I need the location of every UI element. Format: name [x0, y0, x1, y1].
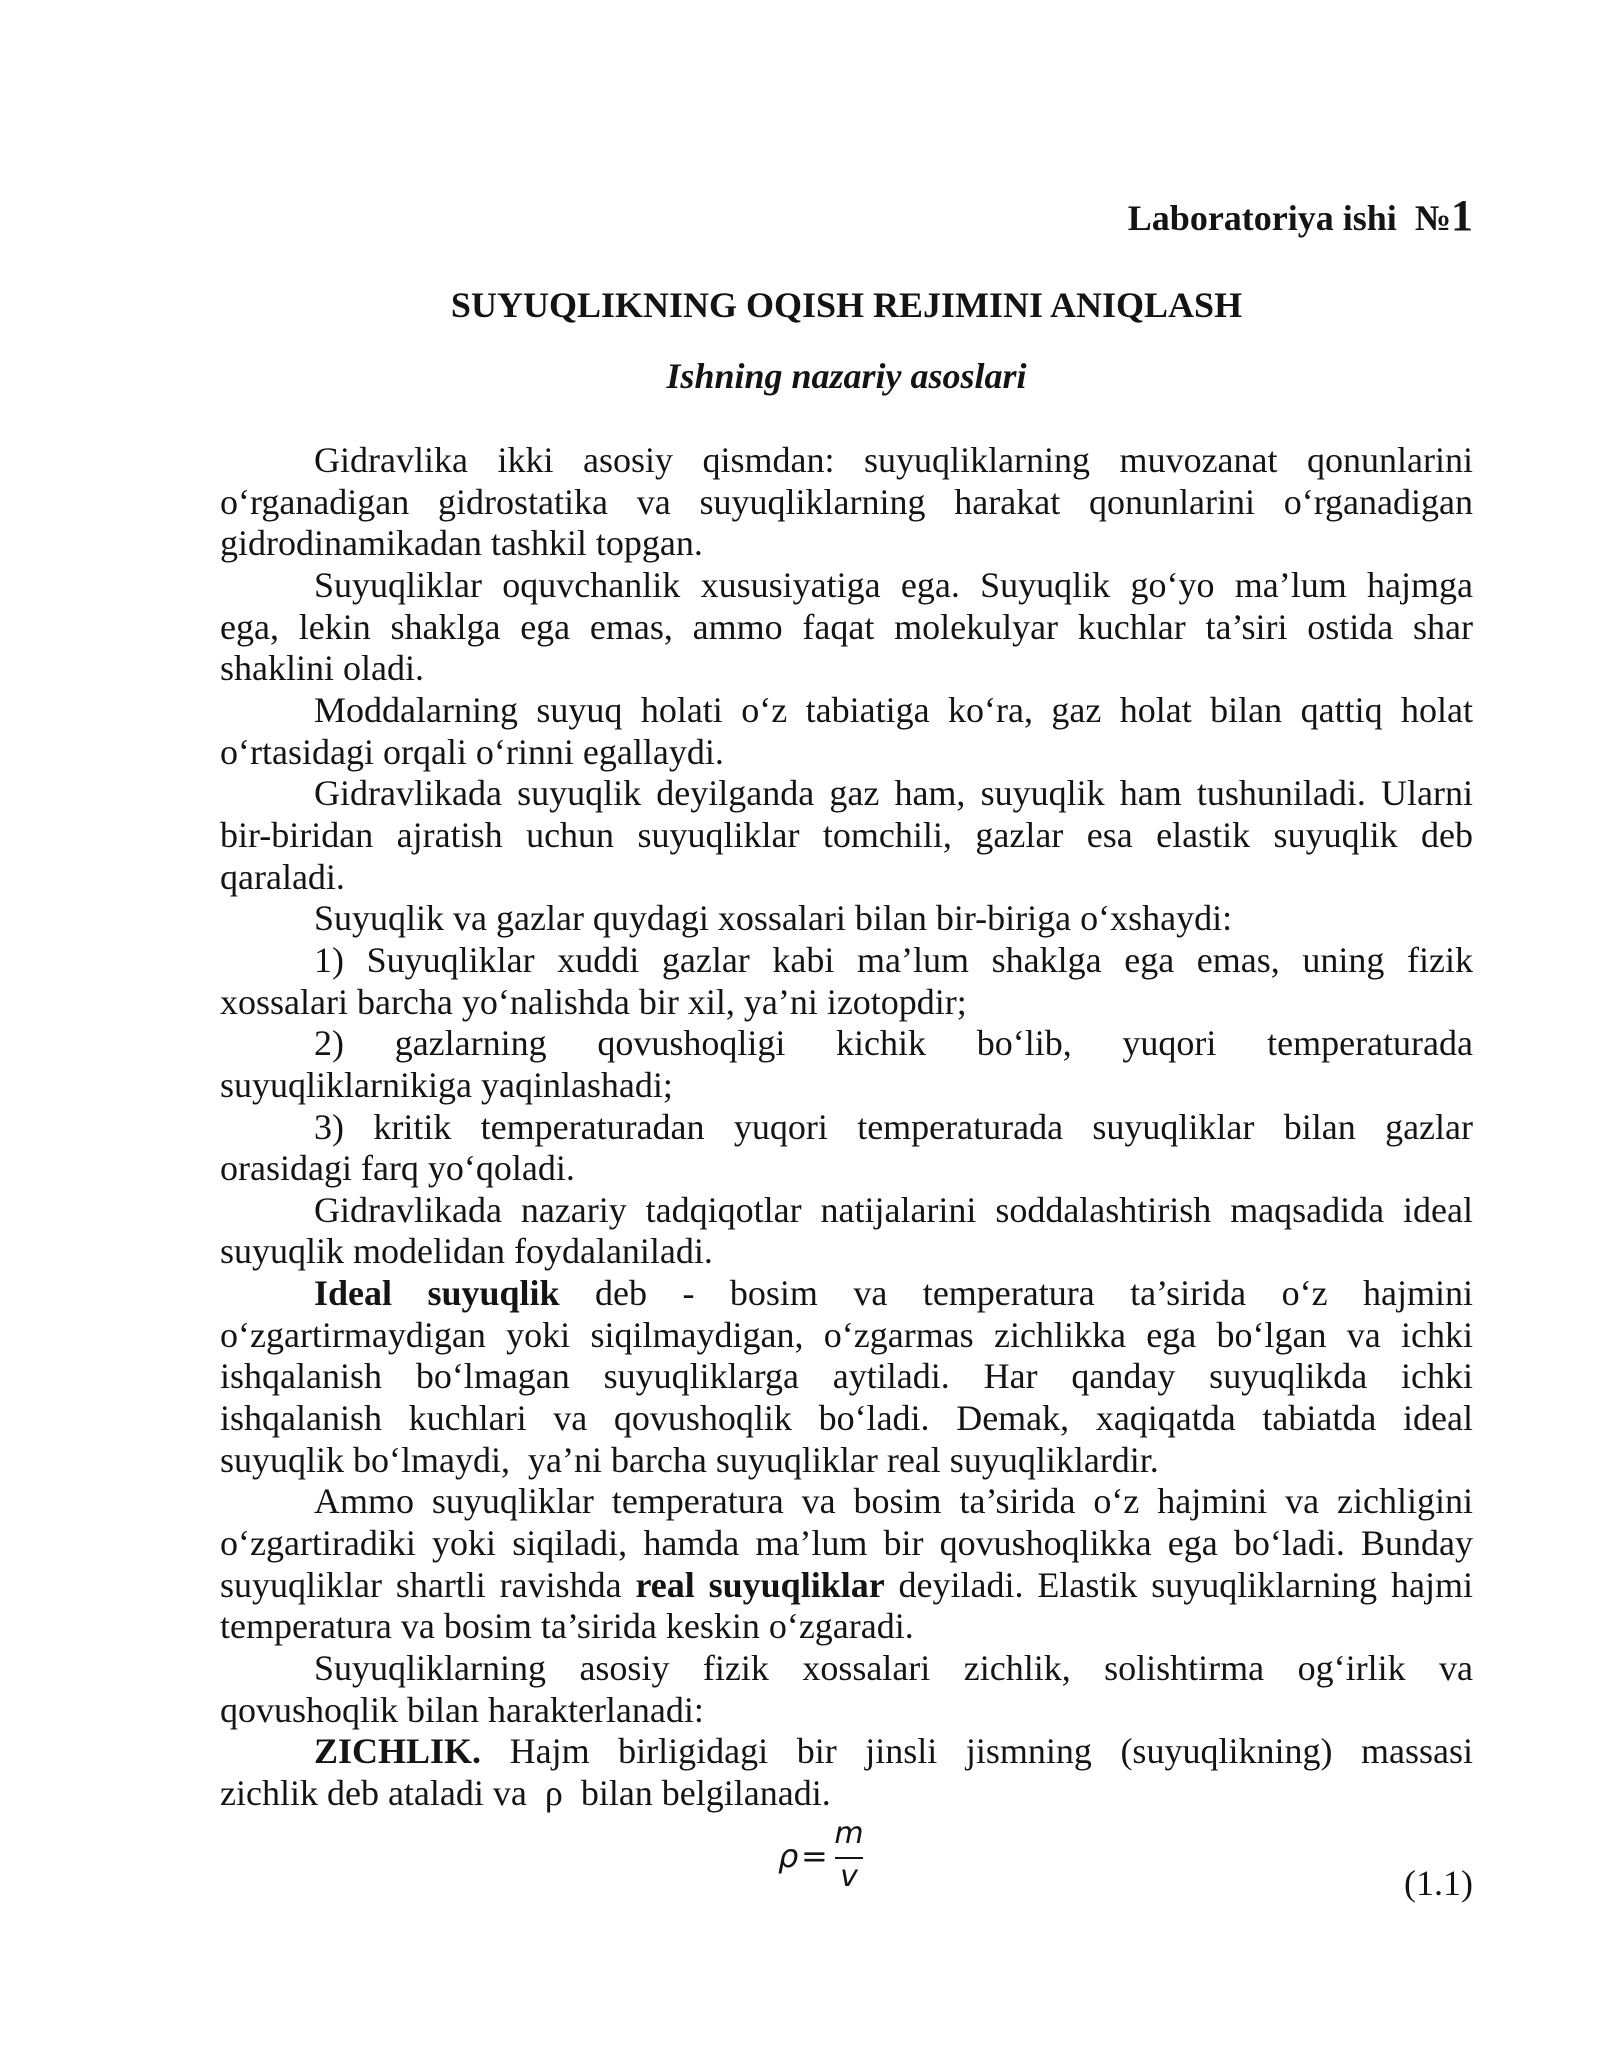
text-line: [220, 815, 1473, 857]
text-line: [220, 773, 1473, 815]
text-line: [220, 1356, 1473, 1398]
text-line: [220, 1023, 1473, 1065]
paragraph: [220, 773, 1473, 898]
formula-numerator: m: [834, 1816, 864, 1851]
text-line: [220, 565, 1473, 607]
text-segment: shaklini oladi.: [220, 648, 424, 689]
text-segment: Moddalarning suyuq holati o‘z tabiatiga ko‘ra, gaz holat bilan qattiq holat: [314, 689, 1473, 730]
text-segment: ishqalanish bo‘lmagan suyuqliklarga aytiladi. Har qanday suyuqlikda ichki: [220, 1356, 1473, 1397]
paragraph: [220, 440, 1473, 565]
text-segment: deb - bosim va temperatura ta’sirida o‘z hajmini: [559, 1273, 1473, 1314]
text-line: [220, 1523, 1473, 1565]
text-segment: orasidagi farq yo‘qoladi.: [220, 1148, 575, 1189]
bold-term: real suyuqliklar: [635, 1564, 885, 1605]
text-segment: Suyuqliklarning asosiy fizik xossalari zichlik, solishtirma og‘irlik va: [314, 1648, 1473, 1689]
text-segment: suyuqlik bo‘lmaydi, ya’ni barcha suyuqliklar real suyuqliklardir.: [220, 1439, 1159, 1480]
text-line: [220, 1273, 1473, 1315]
text-line: [220, 857, 1473, 899]
paragraph: [220, 690, 1473, 773]
text-line: [220, 1315, 1473, 1357]
lab-heading-label: Laboratoriya ishi №: [1127, 198, 1451, 238]
paragraph: [220, 1190, 1473, 1273]
lab-heading: [220, 191, 1473, 240]
lab-number: 1: [1451, 191, 1473, 240]
text-segment: Gidravlikada suyuqlik deyilganda gaz ham, suyuqlik ham tushuniladi. Ularni: [314, 773, 1473, 814]
text-line: [220, 1690, 1473, 1732]
formula-equals-sign: =: [801, 1837, 828, 1875]
paragraph: [220, 1273, 1473, 1481]
text-segment: o‘zgartiradiki yoki siqiladi, hamda ma’lum bir qovushoqlikka ega bo‘ladi. Bunday: [220, 1523, 1473, 1564]
text-line: [220, 1648, 1473, 1690]
text-line: [220, 982, 1473, 1024]
section-subtitle: Ishning nazariy asoslari: [666, 356, 1027, 396]
text-segment: Hajm birligidagi bir jinsli jismning (suyuqlikning) massasi: [481, 1731, 1473, 1772]
formula-denominator: v: [840, 1859, 858, 1894]
text-line: [220, 1190, 1473, 1232]
text-line: [220, 482, 1473, 524]
text-segment: ega, lekin shaklga ega emas, ammo faqat molekulyar kuchlar ta’siri ostida shar: [220, 606, 1473, 647]
text-segment: qovushoqlik bilan harakterlanadi:: [220, 1689, 704, 1730]
text-line: [220, 690, 1473, 732]
text-segment: Suyuqlik va gazlar quydagi xossalari bilan bir-biriga o‘xshaydi:: [314, 898, 1233, 939]
text-segment: temperatura va bosim ta’sirida keskin o‘zgaradi.: [220, 1606, 914, 1647]
text-line: [220, 898, 1473, 940]
text-line: [220, 1773, 1473, 1815]
text-segment: Suyuqliklar oquvchanlik xususiyatiga ega. Suyuqlik go‘yo ma’lum hajmga: [314, 564, 1473, 605]
text-segment: Ammo suyuqliklar temperatura va bosim ta’sirida o‘z hajmini va zichligini: [314, 1481, 1473, 1522]
text-segment: qaraladi.: [220, 856, 345, 897]
text-line: [220, 1565, 1473, 1607]
paragraph: [220, 1731, 1473, 1814]
text-segment: 2) gazlarning qovushoqligi kichik bo‘lib, yuqori temperaturada: [314, 1023, 1473, 1064]
text-line: [220, 940, 1473, 982]
text-segment: o‘rtasidagi orqali o‘rinni egallaydi.: [220, 731, 724, 772]
paragraph: [220, 940, 1473, 1023]
body-text: [220, 440, 1473, 1815]
text-line: [220, 732, 1473, 774]
text-segment: suyuqlik modelidan foydalaniladi.: [220, 1231, 713, 1272]
text-line: [220, 1148, 1473, 1190]
text-line: [220, 607, 1473, 649]
paragraph: [220, 1023, 1473, 1106]
text-segment: deyiladi. Elastik suyuqliklarning hajmi: [884, 1564, 1474, 1605]
paragraph: [220, 1481, 1473, 1648]
text-line: [220, 1731, 1473, 1773]
text-segment: bir-biridan ajratish uchun suyuqliklar tomchili, gazlar esa elastik suyuqlik deb: [220, 814, 1473, 855]
text-segment: 1) Suyuqliklar xuddi gazlar kabi ma’lum shaklga ega emas, uning fizik: [314, 939, 1473, 980]
text-segment: suyuqliklarnikiga yaqinlashadi;: [220, 1064, 673, 1105]
text-line: [220, 1398, 1473, 1440]
formula-rho-symbol: ρ: [778, 1837, 799, 1875]
text-segment: o‘zgartirmaydigan yoki siqilmaydigan, o‘zgarmas zichlikka ega bo‘lgan va ichki: [220, 1314, 1473, 1355]
text-segment: 3) kritik temperaturadan yuqori temperaturada suyuqliklar bilan gazlar: [314, 1106, 1473, 1147]
text-segment: gidrodinamikadan tashkil topgan.: [220, 523, 703, 564]
paragraph: [220, 565, 1473, 690]
text-segment: ishqalanish kuchlari va qovushoqlik bo‘ladi. Demak, xaqiqatda tabiatda ideal: [220, 1398, 1473, 1439]
text-line: [220, 440, 1473, 482]
text-line: [220, 648, 1473, 690]
text-segment: Gidravlika ikki asosiy qismdan: suyuqliklarning muvozanat qonunlarini: [314, 440, 1473, 480]
text-line: [220, 1065, 1473, 1107]
text-segment: Gidravlikada nazariy tadqiqotlar natijalarini soddalashtirish maqsadida ideal: [314, 1189, 1473, 1230]
bold-term: ZICHLIK.: [314, 1731, 482, 1772]
paragraph: [220, 898, 1473, 940]
text-line: [220, 1606, 1473, 1648]
text-segment: o‘rganadigan gidrostatika va suyuqliklarning harakat qonunlarini o‘rganadigan: [220, 481, 1473, 522]
text-line: [220, 1107, 1473, 1149]
equation-number: (1.1): [1404, 1863, 1473, 1903]
text-segment: zichlik deb ataladi va ρ bilan belgilanadi.: [220, 1773, 831, 1813]
document-title: SUYUQLIKNING OQISH REJIMINI ANIQLASH: [450, 285, 1243, 325]
text-segment: suyuqliklar shartli ravishda: [220, 1564, 636, 1605]
paragraph: [220, 1648, 1473, 1731]
text-line: [220, 1231, 1473, 1273]
paragraph: [220, 1107, 1473, 1190]
bold-term: Ideal suyuqlik: [314, 1273, 560, 1314]
text-line: [220, 1440, 1473, 1482]
text-line: [220, 523, 1473, 565]
text-segment: xossalari barcha yo‘nalishda bir xil, ya’ni izotopdir;: [220, 981, 967, 1022]
text-line: [220, 1481, 1473, 1523]
